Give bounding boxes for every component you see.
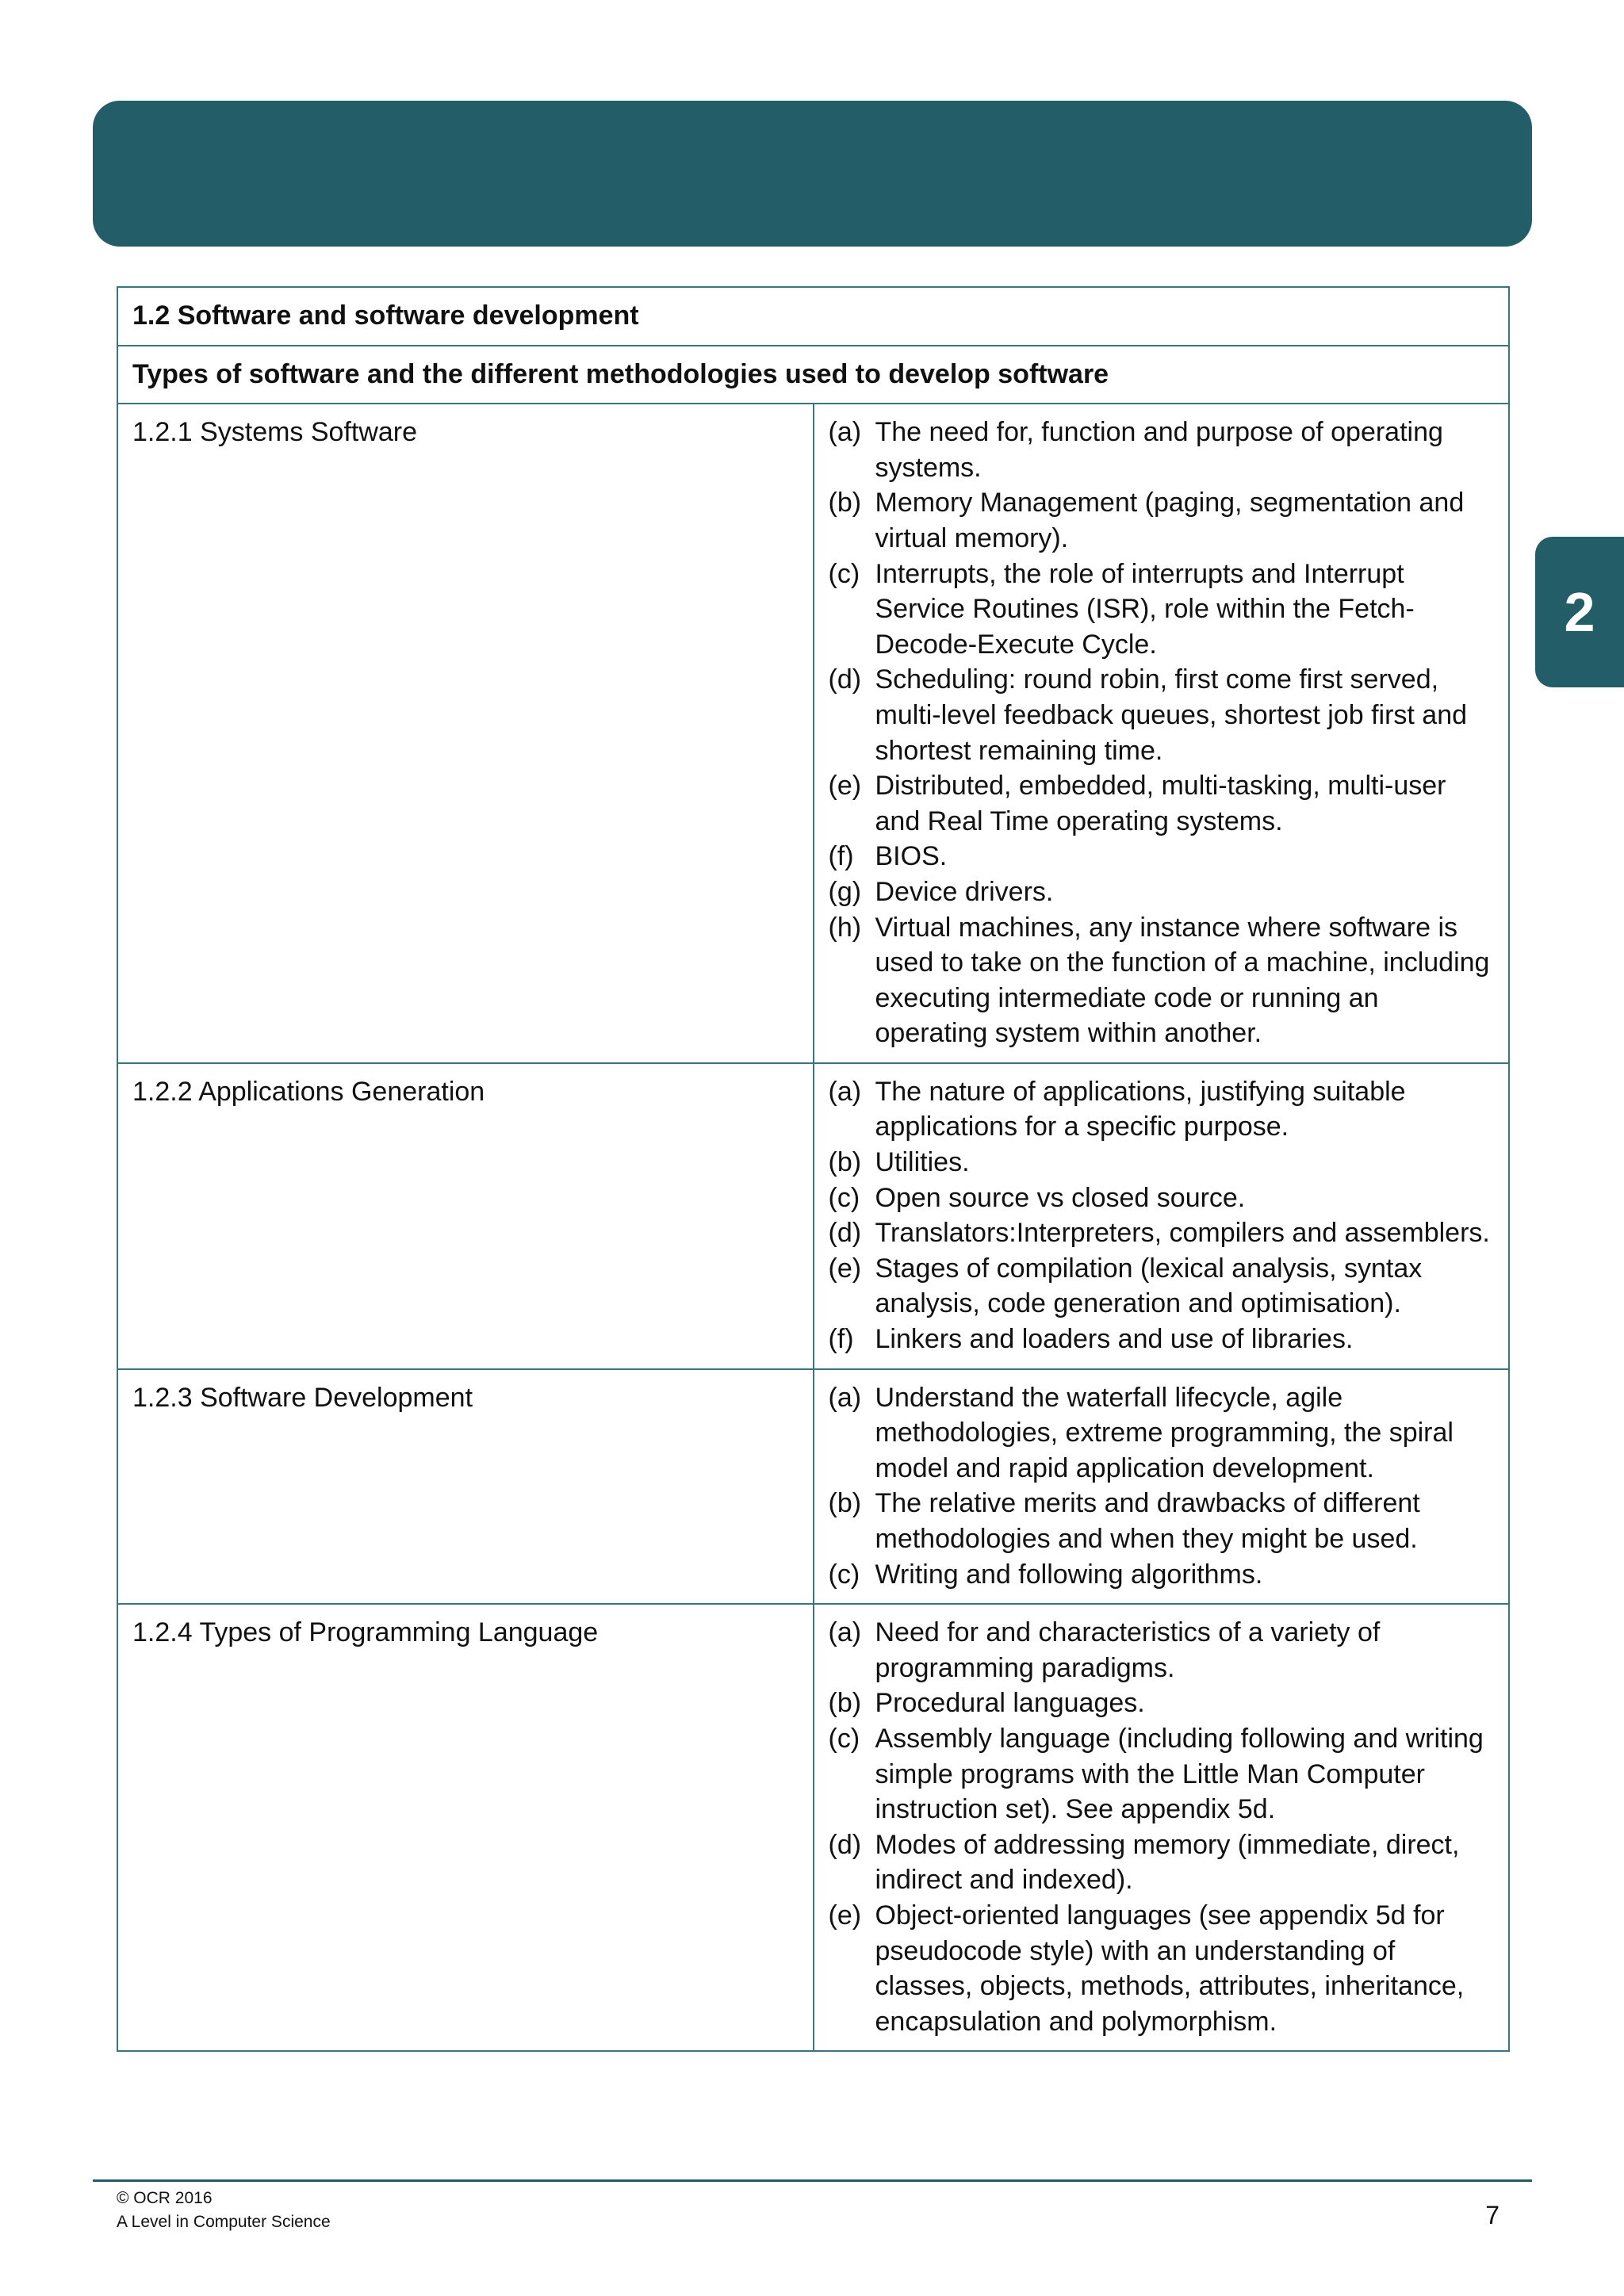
list-item [829,1721,1495,1827]
list-item [829,1251,1495,1322]
list-item-text: Utilities. [875,1147,970,1178]
list-item-text: Understand the waterfall lifecycle, agile methodologies, extreme programming, the spiral model and rapid application development. [875,1382,1454,1483]
list-item-label: (f) [828,841,854,872]
list-item [829,768,1495,839]
list-item-label: (e) [828,1900,862,1931]
table-title-row [117,287,1509,346]
list-item-label: (b) [828,1688,862,1719]
list-item [829,910,1495,1051]
topic-cell: 1.2.4 Types of Programming Language [117,1604,814,2051]
list-item-text: BIOS. [875,841,948,872]
list-item-label: (b) [828,1488,862,1519]
table-row [117,404,1509,1063]
list-item [829,1827,1495,1898]
header-banner [93,101,1532,247]
list-item [829,1557,1495,1593]
list-item-label: (a) [828,1382,862,1413]
section-tab-number: 2 [1564,581,1595,643]
list-item-text: The relative merits and drawbacks of different methodologies and when they might be used. [875,1488,1420,1554]
list-item [829,1074,1495,1145]
list-item-label: (e) [828,771,862,802]
qualification-text: A Level in Computer Science [117,2213,331,2231]
topic-cell: 1.2.1 Systems Software [117,404,814,1063]
table-row [117,1604,1509,2051]
items-cell [814,404,1510,1063]
copyright-text: © OCR 2016 [117,2189,213,2207]
content-list [829,1615,1495,2039]
list-item-label: (e) [828,1253,862,1284]
topic-cell: 1.2.2 Applications Generation [117,1063,814,1369]
list-item [829,1380,1495,1487]
list-item-text: Device drivers. [875,876,1054,907]
content-list [829,1074,1495,1357]
items-cell [814,1369,1510,1605]
list-item-label: (c) [828,558,860,589]
list-item [829,1215,1495,1251]
list-item [829,1322,1495,1357]
list-item [829,485,1495,556]
list-item-text: Assembly language (including following and writing simple programs with the Little Man Computer instruction set). See appendix 5d. [875,1723,1484,1825]
spec-table [117,286,1510,2052]
list-item [829,415,1495,485]
table-subtitle-row [117,346,1509,404]
list-item [829,662,1495,768]
list-item [829,1615,1495,1686]
list-item-label: (c) [828,1559,860,1590]
list-item-label: (b) [828,488,862,519]
table-subtitle: Types of software and the different methodologies used to develop software [117,346,1509,404]
list-item-text: Memory Management (paging, segmentation and virtual memory). [875,488,1465,553]
list-item [829,1486,1495,1556]
list-item-text: Scheduling: round robin, first come first served, multi-level feedback queues, shortest job first and shortest remaining time. [875,664,1468,766]
list-item [829,1898,1495,2039]
list-item-label: (g) [828,876,862,907]
list-item-label: (d) [828,1218,862,1249]
content-list [829,415,1495,1051]
table-title: 1.2 Software and software development [117,287,1509,346]
list-item [829,874,1495,910]
list-item [829,839,1495,874]
list-item-text: Open source vs closed source. [875,1182,1246,1213]
items-cell [814,1604,1510,2051]
list-item-text: Procedural languages. [875,1688,1145,1719]
list-item-label: (d) [828,1829,862,1860]
list-item-text: Need for and characteristics of a variety of programming paradigms. [875,1617,1381,1683]
list-item-text: Linkers and loaders and use of libraries. [875,1324,1354,1355]
content-list [829,1380,1495,1593]
list-item-label: (c) [828,1723,860,1754]
list-item-text: Translators:Interpreters, compilers and assemblers. [875,1218,1490,1249]
topic-cell: 1.2.3 Software Development [117,1369,814,1605]
list-item-text: Writing and following algorithms. [875,1559,1263,1590]
items-cell [814,1063,1510,1369]
list-item-label: (d) [828,664,862,695]
table-row [117,1063,1509,1369]
list-item-text: Stages of compilation (lexical analysis, syntax analysis, code generation and optimisation). [875,1253,1423,1319]
list-item-label: (a) [828,1076,862,1107]
list-item-text: The nature of applications, justifying suitable applications for a specific purpose. [875,1076,1406,1142]
list-item-label: (a) [828,417,862,448]
list-item [829,557,1495,663]
list-item-label: (c) [828,1182,860,1213]
list-item-label: (b) [828,1147,862,1178]
list-item-text: Virtual machines, any instance where software is used to take on the function of a machine, including executing intermediate code or running an operating system within another. [875,912,1490,1049]
list-item-label: (a) [828,1617,862,1648]
list-item [829,1181,1495,1216]
footer-info [117,2187,331,2234]
section-tab [1535,537,1624,687]
list-item-text: Object-oriented languages (see appendix 5d for pseudocode style) with an understanding of classes, objects, methods, attributes, inheritance, encapsulation and polymorphism. [875,1900,1465,2037]
list-item-text: Distributed, embedded, multi-tasking, multi-user and Real Time operating systems. [875,771,1446,836]
footer-rule [93,2179,1532,2182]
list-item-label: (h) [828,912,862,943]
list-item-label: (f) [828,1324,854,1355]
page-number: 7 [1485,2201,1500,2229]
list-item-text: The need for, function and purpose of operating systems. [875,417,1443,483]
list-item-text: Modes of addressing memory (immediate, direct, indirect and indexed). [875,1829,1460,1896]
list-item-text: Interrupts, the role of interrupts and Interrupt Service Routines (ISR), role within the Fetch-Decode-Execute Cycle. [875,558,1415,660]
list-item [829,1686,1495,1721]
table-row [117,1369,1509,1605]
list-item [829,1145,1495,1181]
